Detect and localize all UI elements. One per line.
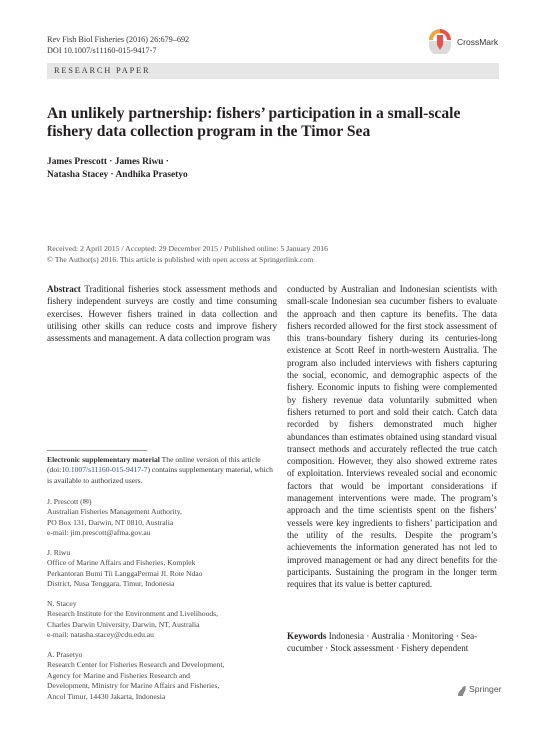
affiliation-prasetyo <box>47 650 277 702</box>
affiliation-line: District, Nusa Tenggara, Timur, Indonesia <box>47 579 175 589</box>
affiliation-stacey <box>47 599 277 641</box>
affiliation-line: Development, Ministry for Marine Affairs and Fisheries, <box>47 681 220 691</box>
affiliation-line: Research Center for Fisheries Research and Development, <box>47 660 225 670</box>
publication-dates <box>47 244 328 265</box>
affiliation-line: Australian Fisheries Management Authority, <box>47 507 182 517</box>
authors-line-1[interactable]: James Prescott · James Riwu · <box>47 157 169 167</box>
abstract-text-part-1: Traditional fisheries stock assessment methods and fishery independent surveys are costly and time consuming exercises. However fishers trained in data collection and utilising other skills can reduce costs and improve fishery assessments and management. A data collection program was <box>47 284 277 344</box>
crossmark-label: CrossMark <box>457 37 499 47</box>
doi-line[interactable]: DOI 10.1007/s11160-015-9417-7 <box>47 46 157 55</box>
springer-label: Springer <box>469 684 502 694</box>
esm-text-before: The online version of this article (doi: <box>47 455 261 475</box>
affiliation-line: Charles Darwin University, Darwin, NT, Australia <box>47 619 200 629</box>
article-title: An unlikely partnership: fishers’ participation in a small-scale fishery data collection program in the Timor Sea <box>47 105 461 140</box>
affiliation-name: J. Prescott (✉) <box>47 497 92 506</box>
keywords-label: Keywords <box>287 631 327 641</box>
authors-line-2[interactable]: Natasha Stacey · Andhika Prasetyo <box>47 170 188 180</box>
esm-doi-link[interactable]: 10.1007/s11160-015-9417-7 <box>61 465 148 475</box>
section-label: RESEARCH PAPER <box>54 66 151 75</box>
abstract-column-2 <box>287 283 497 590</box>
abstract-column-1 <box>47 283 277 344</box>
affiliation-line: Perkantoran Bumi Tii LanggaPermai Jl. Rote Ndao <box>47 568 203 578</box>
affiliation-email[interactable]: e-mail: natasha.stacey@cdu.edu.au <box>47 630 154 640</box>
keywords-text: Indonesia · Australia · Monitoring · Sea-cucumber · Stock assessment · Fishery dependent <box>287 631 478 654</box>
affiliation-line: Agency for Marine and Fisheries Research and <box>47 670 190 680</box>
abstract-text-part-2: conducted by Australian and Indonesian scientists with small-scale Indonesian sea cucumber fishers to evaluate the approach and then capture its benefits. The data fishers recorded allowed for the first stock assessment of this trans-boundary fishery during its centuries-long existence at Scott Reef in north-western Australia. The program also included interviews with fishers capturing the social, economic, and demographic aspects of the fishery. Economic inputs to fishing were complemented by fishery revenue data voluntarily submitted when fishers returned to port and sold their catch. Catch data recorded by fishers demonstrated much higher abundances than estimates obtained using standard visual transect methods and accurately reflected the true catch composition. However, they also showed extreme rates of exploitation. Interviews revealed social and economic factors that would be important considerations if management interventions were made. The program’s approach and the time scientists spent on the fishers’ vessels were key ingredients to fishers’ participation and the utility of the results. Despite the program’s achievements the information generated has not led to improved management or had any direct benefits for the participants. Sustaining the program in the longer term requires that its value is better captured. <box>287 284 497 590</box>
affiliation-name: J. Riwu <box>47 548 71 557</box>
abstract-label: Abstract <box>47 284 81 294</box>
journal-header <box>47 34 189 56</box>
crossmark-icon <box>428 28 452 54</box>
affiliation-line: Research Institute for the Environment and Livelihoods, <box>47 609 219 619</box>
affiliation-email[interactable]: e-mail: jim.prescott@afma.gov.au <box>47 528 151 538</box>
esm-text-after: ) contains supplementary material, which is available to authorized users. <box>47 465 273 485</box>
keywords-block <box>287 630 497 655</box>
affiliation-name: A. Prasetyo <box>47 650 83 659</box>
affiliation-line: Ancol Timur, 14430 Jakarta, Indonesia <box>47 691 166 701</box>
affiliation-name: N. Stacey <box>47 599 77 608</box>
license-line: © The Author(s) 2016. This article is published with open access at Springerlink.com <box>47 254 314 264</box>
supplementary-note <box>47 455 277 486</box>
author-list <box>47 156 188 182</box>
springer-horse-icon <box>456 685 468 697</box>
affiliation-prescott <box>47 497 277 539</box>
affiliation-riwu <box>47 548 277 590</box>
esm-label: Electronic supplementary material <box>47 455 160 464</box>
affiliation-line: Office of Marine Affairs and Fisheries, Komplek <box>47 558 196 568</box>
affiliation-line: PO Box 131, Darwin, NT 0810, Australia <box>47 517 174 527</box>
footnote-divider <box>47 450 147 451</box>
journal-citation: Rev Fish Biol Fisheries (2016) 26:679–692 <box>47 35 190 44</box>
dates-line: Received: 2 April 2015 / Accepted: 29 December 2015 / Published online: 5 January 2016 <box>47 244 329 253</box>
